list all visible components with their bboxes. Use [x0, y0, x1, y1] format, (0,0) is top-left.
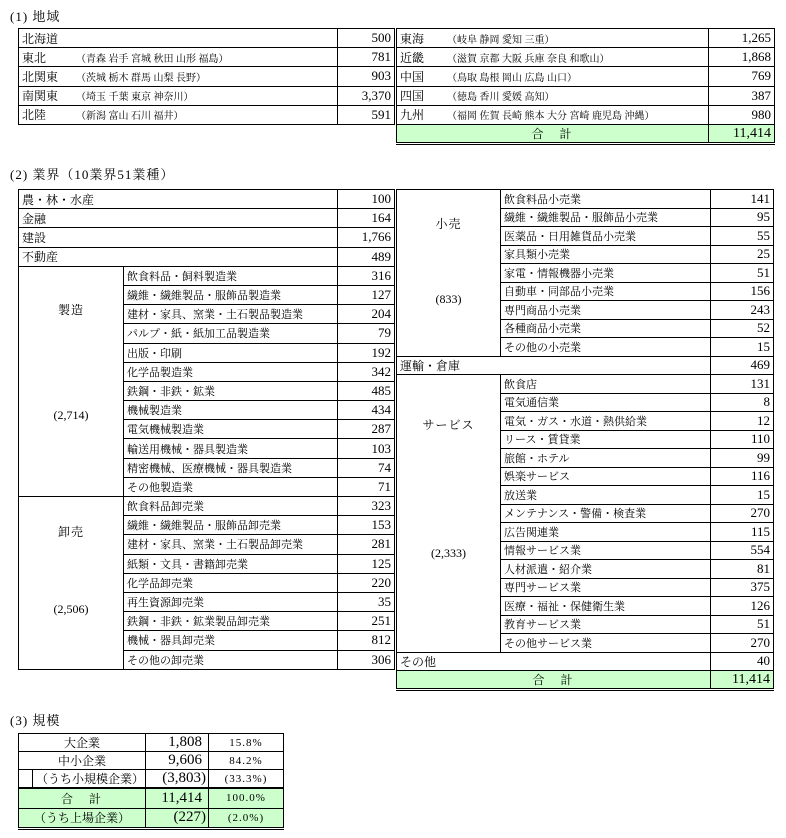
group-count: (2,506): [53, 602, 89, 617]
industry-item-label: パルプ・紙・紙加工品製造業: [124, 324, 338, 343]
region-value: 387: [709, 86, 775, 105]
industry-group-cell-service: [397, 375, 501, 653]
industry-label: 農・林・水産: [19, 190, 338, 209]
industry-item-label: 電気通信業: [501, 393, 711, 412]
industry-item-value: 375: [711, 578, 774, 597]
industry-item-value: 192: [338, 343, 395, 362]
industry-item-value: 79: [338, 324, 395, 343]
section-title-industry: (2) 業界（10業界51業種）: [10, 167, 175, 182]
region-name: 南関東: [22, 89, 59, 104]
industry-item-label: 飲食料品・飼料製造業: [124, 266, 338, 285]
scale-listed-row: [19, 808, 284, 828]
industry-item-label: 再生資源卸売業: [124, 592, 338, 611]
region-prefectures: （岐阜 静岡 愛知 三重）: [447, 34, 555, 46]
industry-item-label: メンテナンス・警備・検査業: [501, 504, 711, 523]
industry-item-value: 25: [711, 245, 774, 264]
industry-item-value: 126: [711, 597, 774, 616]
table-row: [19, 86, 395, 105]
industry-item-value: 281: [338, 535, 395, 554]
region-value: 1,265: [709, 29, 775, 48]
scale-label: （うち上場企業）: [19, 808, 146, 828]
industry-item-value: 434: [338, 401, 395, 420]
region-prefectures: （青森 岩手 宮城 秋田 山形 福島）: [76, 53, 229, 65]
region-value: 500: [338, 29, 395, 48]
industry-label: 建設: [19, 228, 338, 247]
section-title-scale: (3) 規模: [10, 713, 61, 728]
region-name: 東海: [400, 31, 425, 46]
group-label: 製造: [57, 302, 84, 317]
industry-item-value: 306: [338, 650, 395, 669]
scale-label: 大企業: [19, 734, 146, 752]
industry-item-label: 飲食料品小売業: [501, 190, 711, 209]
industry-item-label: 電気機械製造業: [124, 420, 338, 439]
industry-item-value: 204: [338, 305, 395, 324]
region-name: 四国: [400, 89, 425, 104]
group-label: 卸売: [57, 524, 84, 539]
industry-item-value: 342: [338, 362, 395, 381]
total-value: 11,414: [709, 124, 775, 143]
scale-percent: (33.3%): [209, 770, 284, 789]
region-name: 東北: [22, 50, 47, 65]
table-row: [19, 190, 395, 209]
table-row: [397, 356, 774, 375]
region-value: 769: [709, 67, 775, 86]
industry-item-label: 広告関連業: [501, 523, 711, 542]
table-row: [397, 652, 774, 671]
industry-table-left: [18, 189, 395, 670]
region-label: [19, 67, 338, 86]
industry-item-label: 化学品卸売業: [124, 573, 338, 592]
industry-item-value: 243: [711, 301, 774, 320]
table-row: [19, 228, 395, 247]
industry-item-value: 95: [711, 208, 774, 227]
region-label: [397, 86, 709, 105]
region-prefectures: （新潟 富山 石川 福井）: [76, 111, 184, 123]
industry-item-value: 153: [338, 516, 395, 535]
industry-item-label: 放送業: [501, 486, 711, 505]
total-label: 合 計: [19, 788, 146, 808]
scale-total-row: [19, 788, 284, 808]
industry-item-label: 輸送用機械・器具製造業: [124, 439, 338, 458]
industry-value: 100: [338, 190, 395, 209]
industry-item-value: 55: [711, 227, 774, 246]
region-table-left: [18, 28, 395, 125]
industry-item-value: 220: [338, 573, 395, 592]
industry-item-value: 51: [711, 615, 774, 634]
industry-value: 40: [711, 652, 774, 671]
industry-item-label: 教育サービス業: [501, 615, 711, 634]
industry-item-label: 鉄鋼・非鉄・鉱業: [124, 381, 338, 400]
industry-label: その他: [397, 652, 711, 671]
scale-value: (3,803): [146, 770, 209, 789]
industry-item-label: 化学品製造業: [124, 362, 338, 381]
industry-group-cell-wholesale: [19, 497, 124, 670]
table-row: [19, 497, 395, 516]
region-label: [397, 67, 709, 86]
industry-item-label: 建材・家具、窯業・土石製品卸売業: [124, 535, 338, 554]
industry-item-value: 51: [711, 264, 774, 283]
industry-item-value: 99: [711, 449, 774, 468]
total-label: 合 計: [397, 124, 709, 143]
scale-value: (227): [146, 808, 209, 828]
table-row: [397, 29, 775, 48]
table-row: [397, 86, 775, 105]
industry-label: 金融: [19, 209, 338, 228]
group-count: (833): [435, 291, 462, 306]
industry-item-label: 情報サービス業: [501, 541, 711, 560]
table-row: [397, 105, 775, 124]
region-prefectures: （徳島 香川 愛媛 高知）: [447, 92, 555, 104]
industry-item-label: 建材・家具、窯業・土石製品製造業: [124, 305, 338, 324]
industry-item-value: 52: [711, 319, 774, 338]
scale-value: 1,808: [146, 734, 209, 752]
table-row: [19, 734, 284, 752]
industry-item-value: 323: [338, 497, 395, 516]
industry-item-value: 81: [711, 560, 774, 579]
industry-table-right: [396, 189, 774, 691]
scale-label: 中小企業: [19, 752, 146, 770]
table-row: [19, 29, 395, 48]
industry-value: 469: [711, 356, 774, 375]
table-row: [397, 190, 774, 209]
table-row: [19, 105, 395, 124]
region-value: 980: [709, 105, 775, 124]
total-label: 合 計: [397, 671, 711, 690]
industry-item-value: 270: [711, 634, 774, 653]
region-name: 九州: [400, 108, 425, 123]
industry-item-label: 機械製造業: [124, 401, 338, 420]
total-value: 11,414: [146, 788, 209, 808]
industry-item-value: 115: [711, 523, 774, 542]
region-value: 781: [338, 48, 395, 67]
region-name: 北海道: [22, 31, 59, 46]
region-prefectures: （福岡 佐賀 長崎 熊本 大分 宮崎 鹿児島 沖縄）: [447, 111, 655, 123]
region-prefectures: （滋賀 京都 大阪 兵庫 奈良 和歌山）: [447, 53, 610, 65]
table-row: [19, 209, 395, 228]
industry-item-label: 医薬品・日用雑貨品小売業: [501, 227, 711, 246]
industry-item-label: 人材派遣・紹介業: [501, 560, 711, 579]
region-label: [19, 86, 338, 105]
group-label: 小売: [435, 216, 462, 231]
industry-item-value: 127: [338, 285, 395, 304]
region-value: 1,868: [709, 48, 775, 67]
table-row: [19, 752, 284, 770]
industry-item-label: 娯楽サービス: [501, 467, 711, 486]
region-prefectures: （茨城 栃木 群馬 山梨 長野）: [76, 72, 206, 84]
industry-item-value: 141: [711, 190, 774, 209]
industry-label: 不動産: [19, 247, 338, 266]
group-count: (2,333): [431, 545, 466, 560]
industry-item-label: その他の卸売業: [124, 650, 338, 669]
industry-item-value: 251: [338, 612, 395, 631]
industry-item-value: 35: [338, 592, 395, 611]
table-row: [19, 67, 395, 86]
industry-label: 運輸・倉庫: [397, 356, 711, 375]
scale-percent: 84.2%: [209, 752, 284, 770]
industry-item-value: 316: [338, 266, 395, 285]
industry-item-label: 繊維・繊維製品・服飾品小売業: [501, 208, 711, 227]
region-label: [19, 105, 338, 124]
industry-item-label: 家電・情報機器小売業: [501, 264, 711, 283]
industry-item-value: 156: [711, 282, 774, 301]
region-value: 3,370: [338, 86, 395, 105]
industry-item-value: 74: [338, 458, 395, 477]
industry-item-label: 出版・印刷: [124, 343, 338, 362]
industry-item-label: 精密機械、医療機械・器具製造業: [124, 458, 338, 477]
industry-item-value: 485: [338, 381, 395, 400]
industry-item-label: リース・賃貸業: [501, 430, 711, 449]
industry-item-label: 紙類・文具・書籍卸売業: [124, 554, 338, 573]
table-row: [19, 266, 395, 285]
industry-item-label: 各種商品小売業: [501, 319, 711, 338]
industry-item-value: 71: [338, 477, 395, 496]
industry-item-value: 270: [711, 504, 774, 523]
region-label: [397, 29, 709, 48]
region-prefectures: （鳥取 島根 岡山 広島 山口）: [447, 72, 577, 84]
region-name: 近畿: [400, 50, 425, 65]
industry-item-value: 116: [711, 467, 774, 486]
scale-table: [18, 733, 284, 830]
region-value: 903: [338, 67, 395, 86]
industry-item-label: 電気・ガス・水道・熱供給業: [501, 412, 711, 431]
industry-group-cell-manufacturing: [19, 266, 124, 496]
scale-value: 9,606: [146, 752, 209, 770]
industry-item-value: 554: [711, 541, 774, 560]
region-label: [397, 48, 709, 67]
table-row: [397, 67, 775, 86]
industry-item-label: その他製造業: [124, 477, 338, 496]
industry-item-label: 繊維・繊維製品・服飾品卸売業: [124, 516, 338, 535]
industry-item-value: 125: [338, 554, 395, 573]
industry-value: 164: [338, 209, 395, 228]
industry-item-label: 専門商品小売業: [501, 301, 711, 320]
industry-item-label: 医療・福祉・保健衛生業: [501, 597, 711, 616]
industry-item-label: 専門サービス業: [501, 578, 711, 597]
industry-item-label: その他の小売業: [501, 338, 711, 357]
industry-item-label: 自動車・同部品小売業: [501, 282, 711, 301]
region-prefectures: （埼玉 千葉 東京 神奈川）: [76, 92, 194, 104]
industry-item-value: 8: [711, 393, 774, 412]
region-value: 591: [338, 105, 395, 124]
indent-cell: [19, 770, 33, 789]
table-row: [19, 770, 284, 789]
group-count: (2,714): [53, 408, 89, 423]
region-label: [19, 48, 338, 67]
industry-group-cell-retail: [397, 190, 501, 357]
group-label: サービス: [422, 418, 475, 433]
industry-item-label: 飲食店: [501, 375, 711, 394]
region-name: 北陸: [22, 108, 47, 123]
industry-item-value: 15: [711, 486, 774, 505]
industry-total-row: [397, 671, 774, 690]
section-title-region: (1) 地域: [10, 9, 61, 24]
table-row: [397, 48, 775, 67]
industry-item-value: 12: [711, 412, 774, 431]
industry-item-value: 110: [711, 430, 774, 449]
region-total-row: [397, 124, 775, 143]
industry-item-label: 飲食料品卸売業: [124, 497, 338, 516]
table-row: [19, 247, 395, 266]
industry-item-value: 287: [338, 420, 395, 439]
industry-value: 489: [338, 247, 395, 266]
industry-item-label: その他サービス業: [501, 634, 711, 653]
industry-item-value: 812: [338, 631, 395, 650]
region-table-right: [396, 28, 775, 145]
region-label: [397, 105, 709, 124]
industry-item-value: 15: [711, 338, 774, 357]
region-name: 北関東: [22, 69, 59, 84]
scale-percent: (2.0%): [209, 808, 284, 828]
industry-item-label: 鉄鋼・非鉄・鉱業製品卸売業: [124, 612, 338, 631]
industry-item-label: 繊維・繊維製品・服飾品製造業: [124, 285, 338, 304]
table-row: [397, 375, 774, 394]
industry-item-value: 131: [711, 375, 774, 394]
industry-item-value: 103: [338, 439, 395, 458]
industry-item-label: 家具類小売業: [501, 245, 711, 264]
scale-label: （うち小規模企業）: [33, 770, 146, 789]
industry-item-label: 機械・器具卸売業: [124, 631, 338, 650]
table-row: [19, 48, 395, 67]
industry-value: 1,766: [338, 228, 395, 247]
region-name: 中国: [400, 69, 425, 84]
scale-percent: 15.8%: [209, 734, 284, 752]
total-value: 11,414: [711, 671, 774, 690]
region-label: [19, 29, 338, 48]
total-percent: 100.0%: [209, 788, 284, 808]
industry-item-label: 旅館・ホテル: [501, 449, 711, 468]
